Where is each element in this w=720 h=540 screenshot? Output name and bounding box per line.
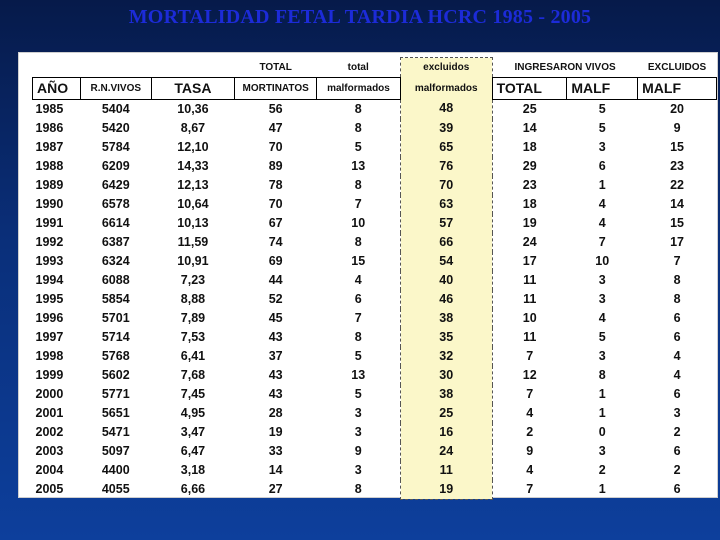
excluidos-cell: 38 [400, 309, 492, 328]
tasa-cell: 7,45 [180, 386, 206, 401]
excluidos-malf-cell: 2 [673, 424, 681, 439]
excluidos-cell: 16 [400, 423, 492, 442]
excluidos-cell: 76 [400, 157, 492, 176]
tasa-cell: 7,89 [180, 310, 206, 325]
tasa-cell: 7,68 [180, 367, 206, 382]
year-cell: 1988 [35, 158, 64, 173]
excluidos-malf-cell: 6 [673, 329, 681, 344]
ingresaron-malf-cell: 3 [598, 139, 606, 154]
malformados-cell: 15 [351, 253, 366, 268]
tasa-cell: 10,13 [177, 215, 209, 230]
ingresaron-malf-cell: 1 [598, 177, 606, 192]
mortinatos-cell: 45 [268, 310, 283, 325]
table-row [33, 385, 717, 404]
ingresaron-total-cell: 11 [523, 291, 537, 306]
table-row [33, 461, 717, 480]
tasa-cell: 3,47 [180, 424, 206, 439]
excluidos-cell: 35 [400, 328, 492, 347]
table-row [33, 214, 717, 233]
ingresaron-total-cell: 18 [522, 139, 537, 154]
ingresaron-total-cell: 11 [523, 329, 537, 344]
ingresaron-total-cell: 17 [522, 253, 537, 268]
year-cell: 2003 [35, 443, 64, 458]
header-malf-excluidos: MALF [638, 77, 717, 99]
excluidos-cell: 25 [400, 404, 492, 423]
excluidos-cell: 70 [400, 176, 492, 195]
tasa-cell: 10,36 [177, 101, 209, 116]
ingresaron-total-cell: 18 [522, 196, 537, 211]
ingresaron-malf-cell: 3 [598, 291, 606, 306]
excluidos-malf-cell: 4 [673, 367, 681, 382]
ingresaron-total-cell: 12 [522, 367, 537, 382]
year-cell: 1999 [35, 367, 64, 382]
excluidos-cell: 39 [400, 119, 492, 138]
tasa-cell: 11,59 [177, 234, 209, 249]
year-cell: 1987 [35, 139, 64, 154]
ingresaron-malf-cell: 3 [598, 348, 606, 363]
ingresaron-malf-cell: 10 [595, 253, 610, 268]
malformados-cell: 10 [351, 215, 366, 230]
rn-vivos-cell: 4400 [101, 462, 130, 477]
header-ano: AÑO [33, 77, 81, 99]
malformados-cell: 8 [354, 101, 362, 116]
header-excluidos: excluidos [400, 58, 492, 78]
ingresaron-malf-cell: 4 [598, 310, 606, 325]
ingresaron-malf-cell: 8 [598, 367, 606, 382]
year-cell: 2000 [35, 386, 64, 401]
excluidos-cell: 24 [400, 442, 492, 461]
mortinatos-cell: 27 [268, 481, 283, 496]
table-row [33, 442, 717, 461]
tasa-cell: 7,53 [180, 329, 206, 344]
excluidos-malf-cell: 9 [673, 120, 681, 135]
excluidos-malf-cell: 20 [670, 101, 685, 116]
year-cell: 1995 [35, 291, 64, 306]
table-row [33, 99, 717, 119]
table-row [33, 157, 717, 176]
header-mortinatos: MORTINATOS [235, 77, 317, 99]
header-malformados-excluidos: malformados [400, 77, 492, 99]
tasa-cell: 4,95 [180, 405, 206, 420]
ingresaron-total-cell: 2 [526, 424, 534, 439]
excluidos-malf-cell: 14 [670, 196, 685, 211]
header-tasa: TASA [151, 77, 235, 99]
ingresaron-total-cell: 9 [526, 443, 534, 458]
excluidos-cell: 63 [400, 195, 492, 214]
table-row [33, 195, 717, 214]
excluidos-cell: 40 [400, 271, 492, 290]
table-row [33, 404, 717, 423]
tasa-cell: 8,67 [180, 120, 206, 135]
mortinatos-cell: 19 [268, 424, 283, 439]
malformados-cell: 8 [354, 120, 362, 135]
header-rn-vivos: R.N.VIVOS [80, 77, 151, 99]
year-cell: 1991 [35, 215, 64, 230]
excluidos-cell: 32 [400, 347, 492, 366]
table-row [33, 328, 717, 347]
excluidos-malf-cell: 3 [673, 405, 681, 420]
year-cell: 1989 [35, 177, 64, 192]
rn-vivos-cell: 6088 [101, 272, 130, 287]
rn-vivos-cell: 5471 [101, 424, 130, 439]
table-row [33, 290, 717, 309]
ingresaron-total-cell: 19 [522, 215, 537, 230]
rn-vivos-cell: 5701 [101, 310, 130, 325]
table-row [33, 119, 717, 138]
excluidos-malf-cell: 2 [673, 462, 681, 477]
ingresaron-malf-cell: 7 [598, 234, 606, 249]
mortinatos-cell: 52 [268, 291, 283, 306]
rn-vivos-cell: 6578 [101, 196, 130, 211]
header-row-top [33, 58, 717, 78]
excluidos-malf-cell: 4 [673, 348, 681, 363]
excluidos-cell: 48 [400, 99, 492, 119]
rn-vivos-cell: 5420 [101, 120, 130, 135]
header-malformados: malformados [317, 77, 401, 99]
year-cell: 1998 [35, 348, 64, 363]
excluidos-malf-cell: 7 [673, 253, 681, 268]
mortinatos-cell: 69 [268, 253, 283, 268]
year-cell: 1985 [35, 101, 64, 116]
malformados-cell: 9 [354, 443, 362, 458]
ingresaron-malf-cell: 3 [598, 443, 606, 458]
mortinatos-cell: 43 [268, 386, 283, 401]
ingresaron-total-cell: 4 [526, 405, 534, 420]
mortinatos-cell: 44 [268, 272, 283, 287]
mortinatos-cell: 89 [268, 158, 283, 173]
rn-vivos-cell: 5714 [101, 329, 130, 344]
ingresaron-total-cell: 29 [522, 158, 537, 173]
header-total-lower: total [347, 61, 369, 73]
malformados-cell: 7 [354, 310, 362, 325]
rn-vivos-cell: 5602 [101, 367, 130, 382]
rn-vivos-cell: 5784 [101, 139, 130, 154]
header-excluidos-upper: EXCLUIDOS [647, 61, 707, 73]
ingresaron-malf-cell: 5 [598, 329, 606, 344]
mortinatos-cell: 67 [268, 215, 283, 230]
malformados-cell: 8 [354, 234, 362, 249]
ingresaron-total-cell: 23 [522, 177, 537, 192]
table-row [33, 271, 717, 290]
header-total-vivos: TOTAL [492, 77, 567, 99]
ingresaron-total-cell: 4 [526, 462, 534, 477]
malformados-cell: 8 [354, 329, 362, 344]
ingresaron-malf-cell: 6 [598, 158, 606, 173]
rn-vivos-cell: 5651 [101, 405, 130, 420]
excluidos-malf-cell: 15 [670, 139, 685, 154]
malformados-cell: 3 [354, 405, 362, 420]
table-row [33, 233, 717, 252]
malformados-cell: 3 [354, 424, 362, 439]
excluidos-malf-cell: 22 [670, 177, 685, 192]
rn-vivos-cell: 5097 [101, 443, 130, 458]
malformados-cell: 13 [351, 367, 366, 382]
excluidos-cell: 66 [400, 233, 492, 252]
mortinatos-cell: 14 [268, 462, 283, 477]
ingresaron-malf-cell: 0 [598, 424, 606, 439]
table-panel [18, 52, 718, 498]
tasa-cell: 6,47 [180, 443, 206, 458]
excluidos-cell: 65 [400, 138, 492, 157]
header-row-sub [33, 77, 717, 99]
mortinatos-cell: 56 [268, 101, 283, 116]
malformados-cell: 13 [351, 158, 366, 173]
malformados-cell: 3 [354, 462, 362, 477]
rn-vivos-cell: 5771 [101, 386, 130, 401]
malformados-cell: 5 [354, 386, 362, 401]
mortality-table [32, 57, 717, 500]
excluidos-cell: 57 [400, 214, 492, 233]
table-row [33, 423, 717, 442]
rn-vivos-cell: 6324 [101, 253, 130, 268]
tasa-cell: 12,13 [177, 177, 209, 192]
excluidos-malf-cell: 17 [670, 234, 685, 249]
excluidos-malf-cell: 15 [670, 215, 685, 230]
table-row [33, 309, 717, 328]
year-cell: 2001 [35, 405, 64, 420]
slide-title: MORTALIDAD FETAL TARDIA HCRC 1985 - 2005 [128, 6, 592, 28]
excluidos-malf-cell: 6 [673, 443, 681, 458]
tasa-cell: 3,18 [180, 462, 206, 477]
mortinatos-cell: 33 [268, 443, 283, 458]
year-cell: 1992 [35, 234, 64, 249]
tasa-cell: 14,33 [177, 158, 209, 173]
excluidos-malf-cell: 23 [670, 158, 685, 173]
ingresaron-total-cell: 7 [526, 348, 534, 363]
year-cell: 2002 [35, 424, 64, 439]
ingresaron-malf-cell: 1 [598, 405, 606, 420]
table-row [33, 176, 717, 195]
excluidos-cell: 30 [400, 366, 492, 385]
ingresaron-malf-cell: 2 [598, 462, 606, 477]
malformados-cell: 4 [354, 272, 362, 287]
table-row [33, 347, 717, 366]
rn-vivos-cell: 5404 [101, 101, 130, 116]
excluidos-malf-cell: 6 [673, 481, 681, 496]
header-total: TOTAL [259, 61, 292, 73]
malformados-cell: 5 [354, 348, 362, 363]
header-ingresaron-vivos: INGRESARON VIVOS [514, 61, 616, 73]
ingresaron-malf-cell: 3 [598, 272, 606, 287]
excluidos-malf-cell: 8 [673, 272, 681, 287]
malformados-cell: 5 [354, 139, 362, 154]
ingresaron-malf-cell: 1 [598, 481, 606, 496]
mortinatos-cell: 70 [268, 139, 283, 154]
table-row [33, 480, 717, 500]
ingresaron-total-cell: 10 [522, 310, 537, 325]
mortinatos-cell: 70 [268, 196, 283, 211]
rn-vivos-cell: 5768 [101, 348, 130, 363]
ingresaron-total-cell: 7 [526, 386, 534, 401]
ingresaron-total-cell: 7 [526, 481, 534, 496]
ingresaron-malf-cell: 5 [598, 101, 606, 116]
rn-vivos-cell: 6614 [101, 215, 130, 230]
tasa-cell: 6,66 [180, 481, 206, 496]
tasa-cell: 8,88 [180, 291, 206, 306]
year-cell: 1990 [35, 196, 64, 211]
ingresaron-total-cell: 25 [522, 101, 537, 116]
malformados-cell: 8 [354, 177, 362, 192]
year-cell: 2005 [35, 481, 64, 496]
ingresaron-malf-cell: 5 [598, 120, 606, 135]
excluidos-malf-cell: 6 [673, 386, 681, 401]
malformados-cell: 7 [354, 196, 362, 211]
ingresaron-total-cell: 24 [522, 234, 537, 249]
ingresaron-total-cell: 11 [523, 272, 537, 287]
excluidos-cell: 19 [400, 480, 492, 500]
rn-vivos-cell: 6387 [101, 234, 130, 249]
year-cell: 1997 [35, 329, 64, 344]
year-cell: 1994 [35, 272, 64, 287]
ingresaron-total-cell: 14 [522, 120, 537, 135]
excluidos-cell: 46 [400, 290, 492, 309]
mortinatos-cell: 28 [268, 405, 283, 420]
year-cell: 1993 [35, 253, 64, 268]
mortinatos-cell: 37 [268, 348, 283, 363]
excluidos-cell: 54 [400, 252, 492, 271]
ingresaron-malf-cell: 4 [598, 215, 606, 230]
table-row [33, 252, 717, 271]
tasa-cell: 6,41 [180, 348, 206, 363]
mortinatos-cell: 43 [268, 367, 283, 382]
tasa-cell: 10,64 [177, 196, 209, 211]
header-malf: MALF [567, 77, 638, 99]
ingresaron-malf-cell: 4 [598, 196, 606, 211]
ingresaron-malf-cell: 1 [598, 386, 606, 401]
malformados-cell: 8 [354, 481, 362, 496]
excluidos-malf-cell: 6 [673, 310, 681, 325]
mortinatos-cell: 43 [268, 329, 283, 344]
rn-vivos-cell: 4055 [101, 481, 130, 496]
tasa-cell: 12,10 [177, 139, 209, 154]
excluidos-cell: 38 [400, 385, 492, 404]
year-cell: 1996 [35, 310, 64, 325]
year-cell: 2004 [35, 462, 64, 477]
rn-vivos-cell: 6209 [101, 158, 130, 173]
table-row [33, 366, 717, 385]
year-cell: 1986 [35, 120, 64, 135]
excluidos-malf-cell: 8 [673, 291, 681, 306]
rn-vivos-cell: 6429 [101, 177, 130, 192]
mortinatos-cell: 74 [268, 234, 283, 249]
excluidos-cell: 11 [400, 461, 492, 480]
rn-vivos-cell: 5854 [101, 291, 130, 306]
mortinatos-cell: 78 [268, 177, 283, 192]
tasa-cell: 10,91 [177, 253, 209, 268]
table-row [33, 138, 717, 157]
mortinatos-cell: 47 [268, 120, 283, 135]
tasa-cell: 7,23 [180, 272, 206, 287]
malformados-cell: 6 [354, 291, 362, 306]
